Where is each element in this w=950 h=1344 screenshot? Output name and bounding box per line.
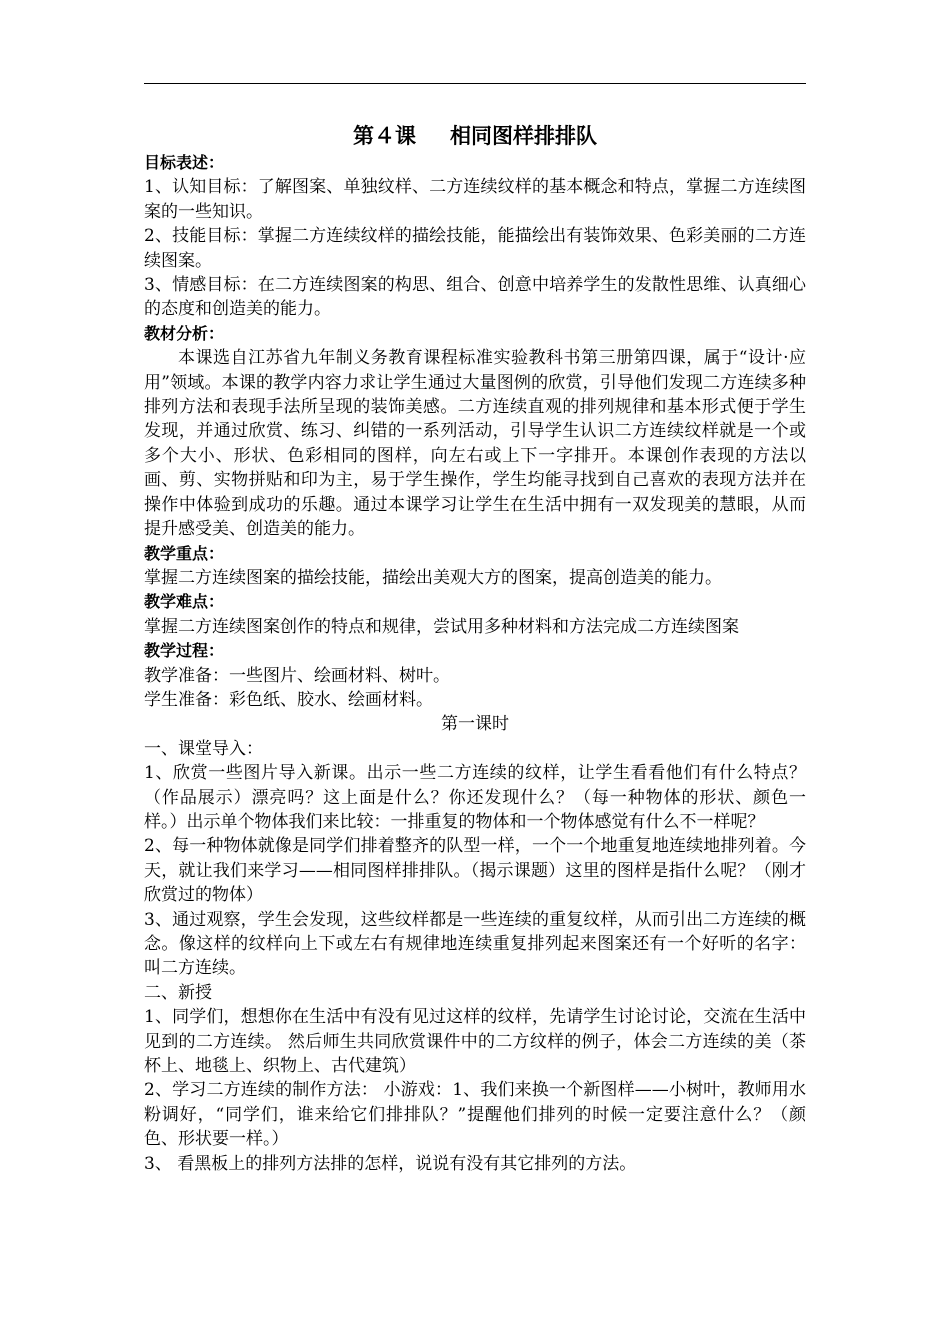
difficulty-text: 掌握二方连续图案创作的特点和规律，尝试用多种材料和方法完成二方连续图案 xyxy=(144,616,739,637)
intro-item-1: 1、欣赏一些图片导入新课。出示一些二方连续的纹样，让学生看看他们有什么特点？（作品展示）漂亮吗？这上面是什么？你还发现什么？（每一种物体的形状、颜色一样。）出示单个物体我们来比较：一排重复的物体和一个物体感觉有什么不一样呢？ xyxy=(144,763,806,832)
header-rule xyxy=(144,83,806,84)
teacher-prep: 教学准备：一些图片、绘画材料、树叶。 xyxy=(144,665,450,686)
goals-heading: 目标表述： xyxy=(144,153,225,172)
new-item-2: 2、学习二方连续的制作方法： 小游戏：1、我们来换一个新图样——小树叶，教师用水粉调好，“同学们，谁来给它们排排队？”提醒他们排列的时候一定要注意什么？（颜色、形状要一样。） xyxy=(144,1080,806,1150)
lesson-number: 第４课 xyxy=(353,124,416,148)
new-item-1: 1、同学们，想想你在生活中有没有见过这样的纹样，先请学生讨论讨论，交流在生活中见到的二方连续。 然后师生共同欣赏课件中的二方纹样的例子，体会二方连续的美（茶杯上、地毯上、织物上、古代建筑） xyxy=(144,1007,806,1077)
page-title xyxy=(144,122,806,150)
key-point-heading: 教学重点： xyxy=(144,543,225,563)
analysis-text: 本课选自江苏省九年制义务教育课程标准实验教科书第三册第四课，属于“设计·应用”领域。本课的教学内容力求让学生通过大量图例的欣赏，引导他们发现二方连续多种排列方法和表现手法所呈现的装饰美感。二方连续直观的排列规律和基本形式便于学生发现，并通过欣赏、练习、纠错的一系列活动，引导学生认识二方连续纹样就是一个或多个大小、形状、色彩相同的图样，向左右或上下一字排开。本课创作表现的方法以画、剪、实物拼贴和印为主，易于学生操作，学生均能寻找到自己喜欢的表现方法并在操作中体验到成功的乐趣。通过本课学习让学生在生活中拥有一双发现美的慧眼，从而提升感受美、创造美的能力。 xyxy=(144,348,806,540)
intro-item-3: 3、通过观察，学生会发现，这些纹样都是一些连续的重复纹样，从而引出二方连续的概念。像这样的纹样向上下或左右有规律地连续重复排列起来图案还有一个好听的名字：叫二方连续。 xyxy=(144,909,806,979)
analysis-heading: 教材分析： xyxy=(144,323,225,343)
difficulty-heading: 教学难点： xyxy=(144,592,225,612)
lesson-name: 相同图样排排队 xyxy=(450,124,597,148)
document-body xyxy=(144,122,806,1176)
key-point-text: 掌握二方连续图案的描绘技能，描绘出美观大方的图案，提高创造美的能力。 xyxy=(144,567,722,588)
intro-item-2: 2、每一种物体就像是同学们排着整齐的队型一样，一个一个地重复地连续地排列着。今天，就让我们来学习——相同图样排排队。（揭示课题）这里的图样是指什么呢？（刚才欣赏过的物体） xyxy=(144,836,806,906)
goal-emotion: 3、情感目标：在二方连续图案的构思、组合、创意中培养学生的发散性思维、认真细心的态度和创造美的能力。 xyxy=(144,275,806,320)
goal-skill: 2、技能目标：掌握二方连续纹样的描绘技能，能描绘出有装饰效果、色彩美丽的二方连续图案。 xyxy=(144,226,806,271)
student-prep: 学生准备：彩色纸、胶水、绘画材料。 xyxy=(144,689,433,710)
new-lesson-heading: 二、新授 xyxy=(144,982,212,1003)
process-heading: 教学过程： xyxy=(144,641,225,661)
goal-cognitive: 1、认知目标：了解图案、单独纹样、二方连续纹样的基本概念和特点，掌握二方连续图案的一些知识。 xyxy=(144,177,806,222)
period-label: 第一课时 xyxy=(441,714,509,735)
new-item-3: 3、 看黑板上的排列方法排的怎样，说说有没有其它排列的方法。 xyxy=(144,1153,637,1174)
intro-heading: 一、课堂导入： xyxy=(144,738,263,759)
